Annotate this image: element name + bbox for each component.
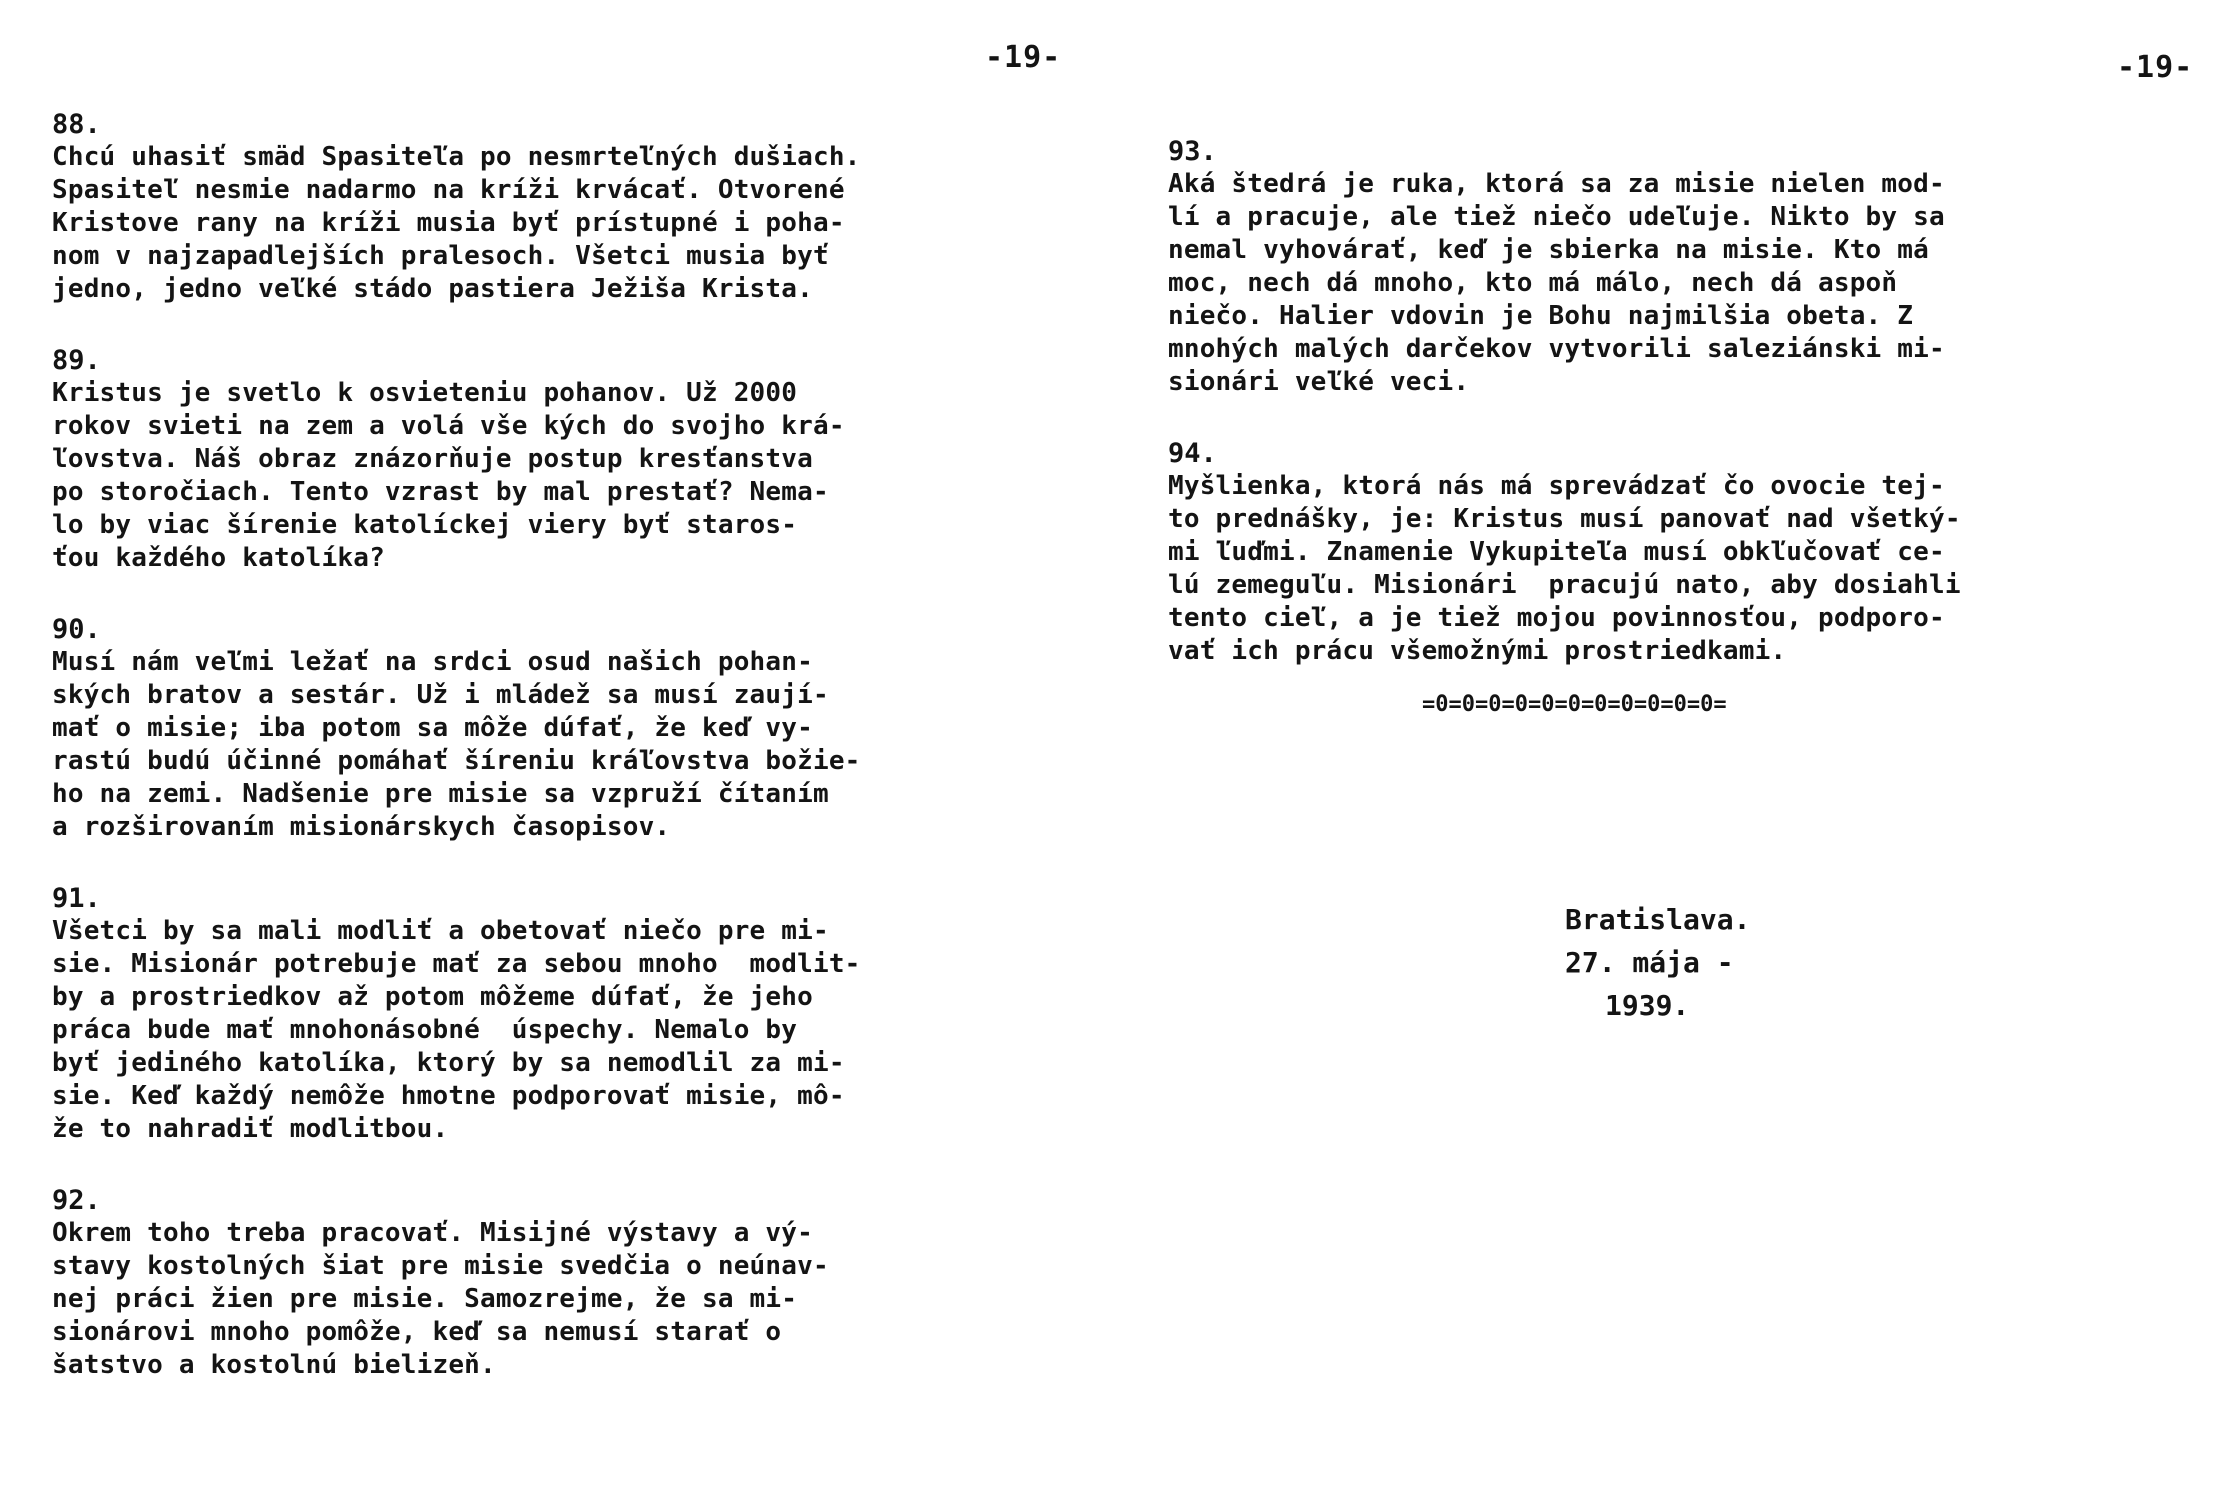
section-number: 93. (1168, 136, 1217, 167)
text-line: sie. Keď každý nemôže hmotne podporovať misie, mô- (52, 1081, 845, 1111)
text-line: Aká štedrá je ruka, ktorá sa za misie nielen mod- (1168, 169, 1945, 199)
text-line: nom v najzapadlejších pralesoch. Všetci musia byť (52, 241, 829, 271)
section-number: 90. (52, 614, 101, 645)
text-line: lo by viac šírenie katolíckej viery byť staros- (52, 510, 798, 540)
text-line: mať o misie; iba potom sa môže dúfať, že keď vy- (52, 713, 813, 743)
section (52, 882, 1122, 1146)
text-line: Musí nám veľmi ležať na srdci osud našich pohan- (52, 647, 813, 677)
text-line: ľovstva. Náš obraz znázorňuje postup kresťanstva (52, 444, 813, 474)
text-line: moc, nech dá mnoho, kto má málo, nech dá aspoň (1168, 268, 1898, 298)
text-line: lú zemeguľu. Misionári pracujú nato, aby dosiahli (1168, 570, 1961, 600)
text-line: Spasiteľ nesmie nadarmo na kríži krvácať. Otvorené (52, 175, 845, 205)
section-list (52, 108, 1122, 1420)
signoff (1565, 898, 1865, 1027)
text-line: lí a pracuje, ale tiež niečo udeľuje. Nikto by sa (1168, 202, 1945, 232)
text-line: že to nahradiť modlitbou. (52, 1114, 449, 1144)
section-number: 94. (1168, 438, 1217, 469)
text-line: jedno, jedno veľké stádo pastiera Ježiša Krista. (52, 274, 813, 304)
section (52, 108, 1122, 306)
text-line: nej práci žien pre misie. Samozrejme, že sa mi- (52, 1284, 798, 1314)
section (1168, 437, 2218, 668)
page-number: -19- (985, 40, 1062, 75)
section-number: 92. (52, 1185, 101, 1216)
text-line: Chcú uhasiť smäd Spasiteľa po nesmrteľných dušiach. (52, 142, 861, 172)
section-number: 88. (52, 109, 101, 140)
page-number: -19- (2117, 50, 2194, 85)
text-line: vať ich prácu všemožnými prostriedkami. (1168, 636, 1787, 666)
section (52, 613, 1122, 844)
signoff-year: 1939. (1605, 989, 1690, 1022)
text-line: práca bude mať mnohonásobné úspechy. Nemalo by (52, 1015, 798, 1045)
section (52, 344, 1122, 575)
text-line: sie. Misionár potrebuje mať za sebou mnoho modlit- (52, 949, 861, 979)
section (1168, 135, 2218, 399)
text-line: mnohých malých darčekov vytvorili saleziánski mi- (1168, 334, 1945, 364)
text-line: šatstvo a kostolnú bielizeň. (52, 1350, 496, 1380)
text-line: po storočiach. Tento vzrast by mal prestať? Nema- (52, 477, 829, 507)
text-line: nemal vyhovárať, keď je sbierka na misie. Kto má (1168, 235, 1929, 265)
text-line: rokov svieti na zem a volá vše kých do svojho krá- (52, 411, 845, 441)
text-line: ťou každého katolíka? (52, 543, 385, 573)
text-line: niečo. Halier vdovin je Bohu najmilšia obeta. Z (1168, 301, 1914, 331)
text-line: by a prostriedkov až potom môžeme dúfať, že jeho (52, 982, 813, 1012)
text-line: Myšlienka, ktorá nás má sprevádzať čo ovocie tej- (1168, 471, 1945, 501)
text-line: sionári veľké veci. (1168, 367, 1470, 397)
text-line: ho na zemi. Nadšenie pre misie sa vzpruží čítaním (52, 779, 829, 809)
section-divider: =0=0=0=0=0=0=0=0=0=0=0= (1422, 692, 1727, 717)
text-line: Okrem toho treba pracovať. Misijné výstavy a vý- (52, 1218, 813, 1248)
text-line: ských bratov a sestár. Už i mládež sa musí zaují- (52, 680, 829, 710)
text-line: Kristove rany na kríži musia byť prístupné i poha- (52, 208, 845, 238)
signoff-date: 27. mája - (1565, 946, 1734, 979)
signoff-place: Bratislava. (1565, 903, 1751, 936)
text-line: stavy kostolných šiat pre misie svedčia o neúnav- (52, 1251, 829, 1281)
text-line: tento cieľ, a je tiež mojou povinnosťou, podporo- (1168, 603, 1945, 633)
section (52, 1184, 1122, 1382)
text-line: Všetci by sa mali modliť a obetovať niečo pre mi- (52, 916, 829, 946)
text-line: sionárovi mnoho pomôže, keď sa nemusí starať o (52, 1317, 782, 1347)
text-line: byť jediného katolíka, ktorý by sa nemodlil za mi- (52, 1048, 845, 1078)
text-line: to prednášky, je: Kristus musí panovať nad všetký- (1168, 504, 1961, 534)
text-line: rastú budú účinné pomáhať šíreniu kráľovstva božie- (52, 746, 861, 776)
text-line: a rozširovaním misionárskych časopisov. (52, 812, 671, 842)
right-page (1130, 0, 2230, 1500)
text-line: mi ľuďmi. Znamenie Vykupiteľa musí obkľučovať ce- (1168, 537, 1945, 567)
text-line: Kristus je svetlo k osvieteniu pohanov. Už 2000 (52, 378, 798, 408)
section-list (1168, 135, 2218, 706)
section-number: 91. (52, 883, 101, 914)
section-number: 89. (52, 345, 101, 376)
